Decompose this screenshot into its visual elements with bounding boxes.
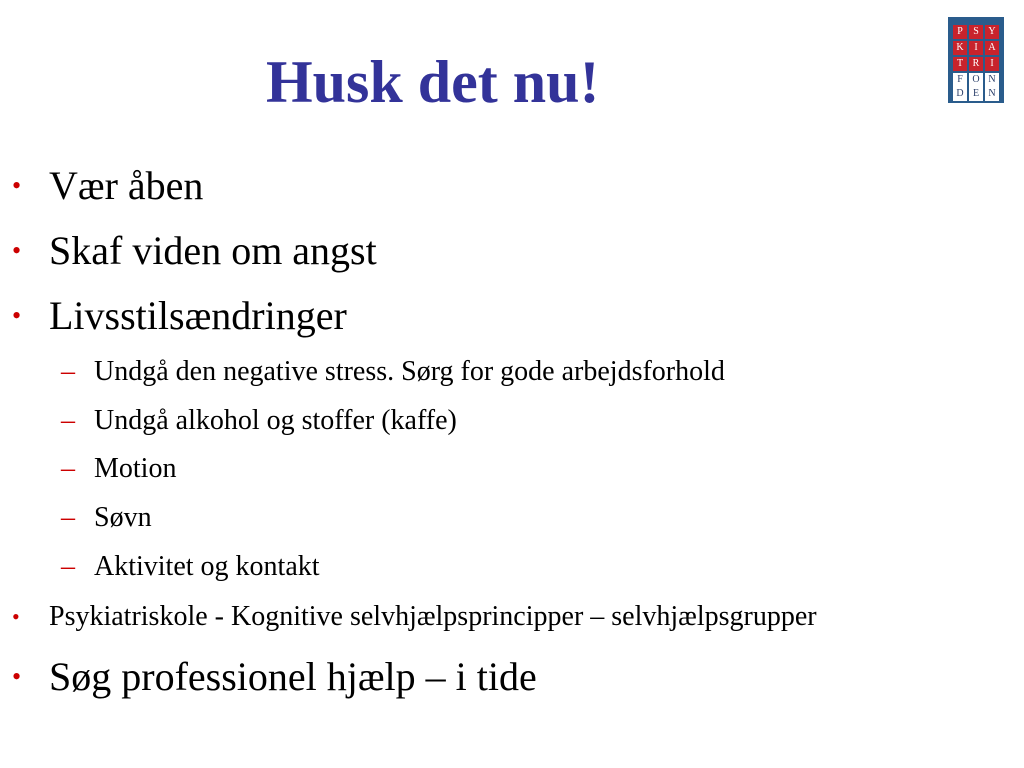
logo-row bbox=[953, 57, 999, 71]
dash-icon: – bbox=[61, 502, 75, 533]
bullet-text: Søg professionel hjælp – i tide bbox=[49, 654, 537, 699]
sub-bullet-text: Søvn bbox=[94, 502, 152, 533]
logo-letter: Y bbox=[985, 25, 999, 39]
bullet-text: Skaf viden om angst bbox=[49, 228, 377, 273]
sub-bullet-text: Motion bbox=[94, 453, 177, 484]
logo-letter: O bbox=[969, 73, 983, 87]
bullet-icon: • bbox=[12, 301, 22, 330]
dash-icon: – bbox=[61, 356, 75, 387]
bullet-text: Psykiatriskole - Kognitive selvhjælpsprincipper – selvhjælpsgrupper bbox=[49, 601, 817, 632]
bullet-icon: • bbox=[12, 604, 20, 629]
logo-letter: F bbox=[953, 73, 967, 87]
logo-letter: D bbox=[953, 87, 967, 101]
logo-letter: N bbox=[985, 87, 999, 101]
logo-row bbox=[953, 25, 999, 39]
logo-letter: S bbox=[969, 25, 983, 39]
logo-letter: P bbox=[953, 25, 967, 39]
logo-row bbox=[953, 87, 999, 101]
sub-bullet-text: Undgå alkohol og stoffer (kaffe) bbox=[94, 405, 457, 436]
bullet-text: Vær åben bbox=[49, 163, 204, 208]
logo-letter: K bbox=[953, 41, 967, 55]
logo-row bbox=[953, 41, 999, 55]
logo-letter: I bbox=[985, 57, 999, 71]
logo-letter: I bbox=[969, 41, 983, 55]
logo-letter: T bbox=[953, 57, 967, 71]
logo-row bbox=[953, 73, 999, 87]
slide-title: Husk det nu! bbox=[266, 49, 600, 115]
sub-bullet-text: Aktivitet og kontakt bbox=[94, 551, 320, 582]
logo-letter: A bbox=[985, 41, 999, 55]
dash-icon: – bbox=[61, 405, 75, 436]
sub-bullet-text: Undgå den negative stress. Sørg for gode arbejdsforhold bbox=[94, 356, 725, 387]
logo-letter: E bbox=[969, 87, 983, 101]
bullet-icon: • bbox=[12, 236, 22, 265]
logo-letter: R bbox=[969, 57, 983, 71]
bullet-icon: • bbox=[12, 171, 22, 200]
psykiatrifonden-logo bbox=[948, 17, 1004, 103]
bullet-icon: • bbox=[12, 662, 22, 691]
dash-icon: – bbox=[61, 551, 75, 582]
dash-icon: – bbox=[61, 453, 75, 484]
logo-letter: N bbox=[985, 73, 999, 87]
bullet-text: Livsstilsændringer bbox=[49, 293, 347, 338]
